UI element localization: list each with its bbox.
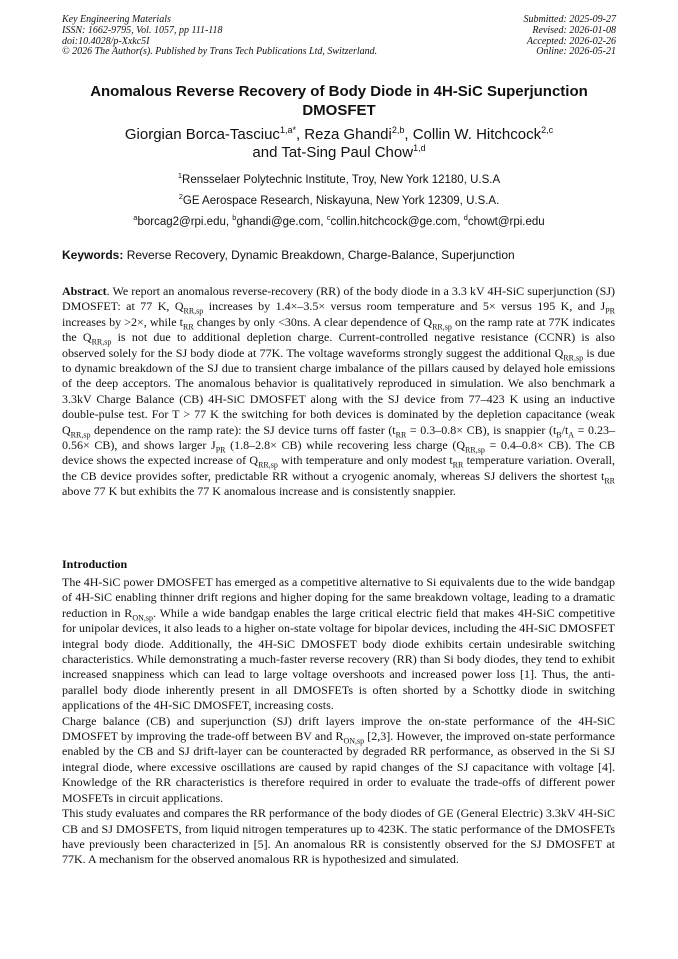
author-affiliation-mark: 2,b [391, 125, 405, 135]
affiliation-2: $^2$GE Aerospace Research, Niskayuna, New York 12309, U.S.A. [178, 192, 500, 207]
keywords-label: Keywords: [62, 248, 124, 262]
revised-date: Revised: 2026-01-08 [532, 24, 616, 36]
abstract-label: Abstract [62, 284, 107, 298]
copyright: © 2026 The Author(s). Published by Trans Tech Publications Ltd, Switzerland. [62, 46, 378, 58]
author-name: Tat-Sing Paul Chow [281, 144, 414, 161]
email-link[interactable]: ghandi@ge.com, [236, 216, 324, 228]
author-name: Collin W. Hitchcock [412, 126, 542, 143]
header-left [62, 15, 377, 58]
author-list: Giorgian Borca-Tasciuc$^{1,a*}$, Reza Ghandi$^{2,b}$, Collin W. Hitchcock$^{2,c}$ and Tat-Sing Paul Chow$^{1,d}$ [124, 125, 554, 161]
journal-name: Key Engineering Materials [62, 14, 171, 25]
author-affiliation-mark: 2,c [541, 125, 554, 135]
paper-title: Anomalous Reverse Recovery of Body Diode in 4H-SiC Superjunction DMOSFET [90, 83, 588, 119]
submitted-date: Submitted: 2025-09-27 [523, 14, 616, 25]
author-name: Giorgian Borca-Tasciuc [124, 126, 280, 143]
online-date: Online: 2026-05-21 [536, 46, 616, 58]
affiliation-1: $^1$Rensselaer Polytechnic Institute, Troy, New York 12180, U.S.A [177, 171, 501, 186]
doi[interactable]: doi:10.4028/p-Xxkc5I [62, 35, 150, 47]
author-affiliation-mark: 1,d [413, 143, 426, 153]
email-link[interactable]: collin.hitchcock@ge.com, [330, 216, 461, 228]
introduction [62, 575, 615, 868]
abstract-text: . We report an anomalous reverse-recovery (RR) of the body diode in a 3.3 kV 4H-SiC superjunction (SJ) DMOSFET: at 77 K, $Q_{RR,sp}$ increases by 1.4×–3.5× versus room temperature and 5× versus 195 K, and $J_{PR}$ increases by >2×, while $t_{RR}$ changes by only <30ns. A clear dependence of $Q_{RR,sp}$ on the ramp rate at 77K indicates the $Q_{RR,sp}$ is not due to additional depletion charge. Current-controlled negative resistance (CCNR) is also observed solely for the SJ body diode at 77K. The voltage waveforms strongly suggest the additional $Q_{RR,sp}$ is due to dynamic breakdown of the SJ due to transient charge imbalance of the pillars caused by delayed hole emissions of the deep acceptors. The anomalous behavior is qualitatively reproduced in simulation. We also benchmark a 3.3kV Charge Balance (CB) 4H-SiC DMOSFET along with the SJ device from 77–423 K using an inductive double-pulse test. For T > 77 K the switching for both devices is dominated by the depletion capacitance (weak $Q_{RR,sp}$ dependence on the ramp rate): the SJ device turns off faster $(t_{RR} = 0.3-0.8\times CB)$, is snappier $(t_B/t_A = 0.23-0.56\times CB)$, and shows larger $J_{PR}$ (1.8–2.8× CB) while recovering less charge $(Q_{RR,sp} = 0.4-0.8\times CB)$. The CB device shows the expected increase of $Q_{RR,sp}$ with temperature and only modest $t_{RR}$ temperature variation. Overall, the CB device provides softer, predictable RR without a cryogenic anomaly, whereas SJ delivers the shortest $t_{RR}$ above 77 K but exhibits the 77 K anomalous increase and is consistently snappier. [62, 284, 616, 499]
section-heading: Introduction [62, 557, 128, 571]
paragraph: Charge balance (CB) and superjunction (SJ) drift layers improve the on-state performance of the 4H-SiC DMOSFET by improving the trade-off between BV and $R_{ON,sp}$ [2,3]. However, the improved on-state performance enabled by the CB and SJ drift-layer can be counteracted by degraded RR performance, as observed in the Si SJ integral diode, where excessive oscillations are caused by rapid changes of the SJ capacitance with voltage [4]. Knowledge of the RR characteristics is therefore required in order to evaluate the trade-offs of different power MOSFETs in circuit applications. [62, 713, 615, 805]
email-list: $^a$borcag2@rpi.edu, $^b$ghandi@ge.com, $^c$collin.hitchcock@ge.com, $^d$chowt@rpi.edu [133, 213, 545, 228]
affiliations [62, 170, 616, 233]
author-name: Reza Ghandi [304, 126, 392, 143]
abstract [62, 284, 615, 500]
issn: ISSN: 1662-9795, Vol. 1057, pp 111-118 [62, 24, 223, 36]
keywords-text: Reverse Recovery, Dynamic Breakdown, Charge-Balance, Superjunction [126, 248, 515, 262]
paragraph: The 4H-SiC power DMOSFET has emerged as a competitive alternative to Si equivalents due to the wide bandgap of 4H-SiC enabling thinner drift regions and higher doping for the same breakdown voltage, leading to a dramatic reduction in $R_{ON,sp}$. While a wide bandgap enables the large critical electric field that makes 4H-SiC competitive for unipolar devices, it also leads to a higher on-state voltage for bipolar devices, including the 4H-SiC DMOSFET integral body diode. Additionally, the 4H-SiC DMOSFET body diode exhibits certain undesirable switching characteristics. While demonstrating a much-faster reverse recovery (RR) than Si body diodes, they tend to exhibit increased snappiness which can lead to large voltage overshoots and increased power loss [1]. Thus, the anti-parallel body diode inherently present in all DMOSFETs is often shorted by a Schottky diode in switching applications of the 4H-SiC DMOSFET, increasing costs. [62, 575, 615, 713]
email-link[interactable]: chowt@rpi.edu [467, 216, 545, 228]
keywords [62, 248, 616, 263]
email-link[interactable]: borcag2@rpi.edu, [137, 216, 230, 228]
author-conjunction: and [252, 144, 278, 161]
author-affiliation-mark: 1,a* [279, 125, 296, 135]
header-right [524, 15, 617, 58]
paragraph: This study evaluates and compares the RR performance of the body diodes of GE (General Electric) 3.3kV 4H-SiC CB and SJ DMOSFETS, from liquid nitrogen temperatures up to 423K. The static performance of the DMOSFETs have previously been characterized in [5]. An anomalous RR is consistently observed for the SJ DMOSFET at 77K. A mechanism for the observed anomalous RR is hypothesized and simulated. [62, 806, 615, 867]
accepted-date: Accepted: 2026-02-26 [526, 35, 616, 47]
